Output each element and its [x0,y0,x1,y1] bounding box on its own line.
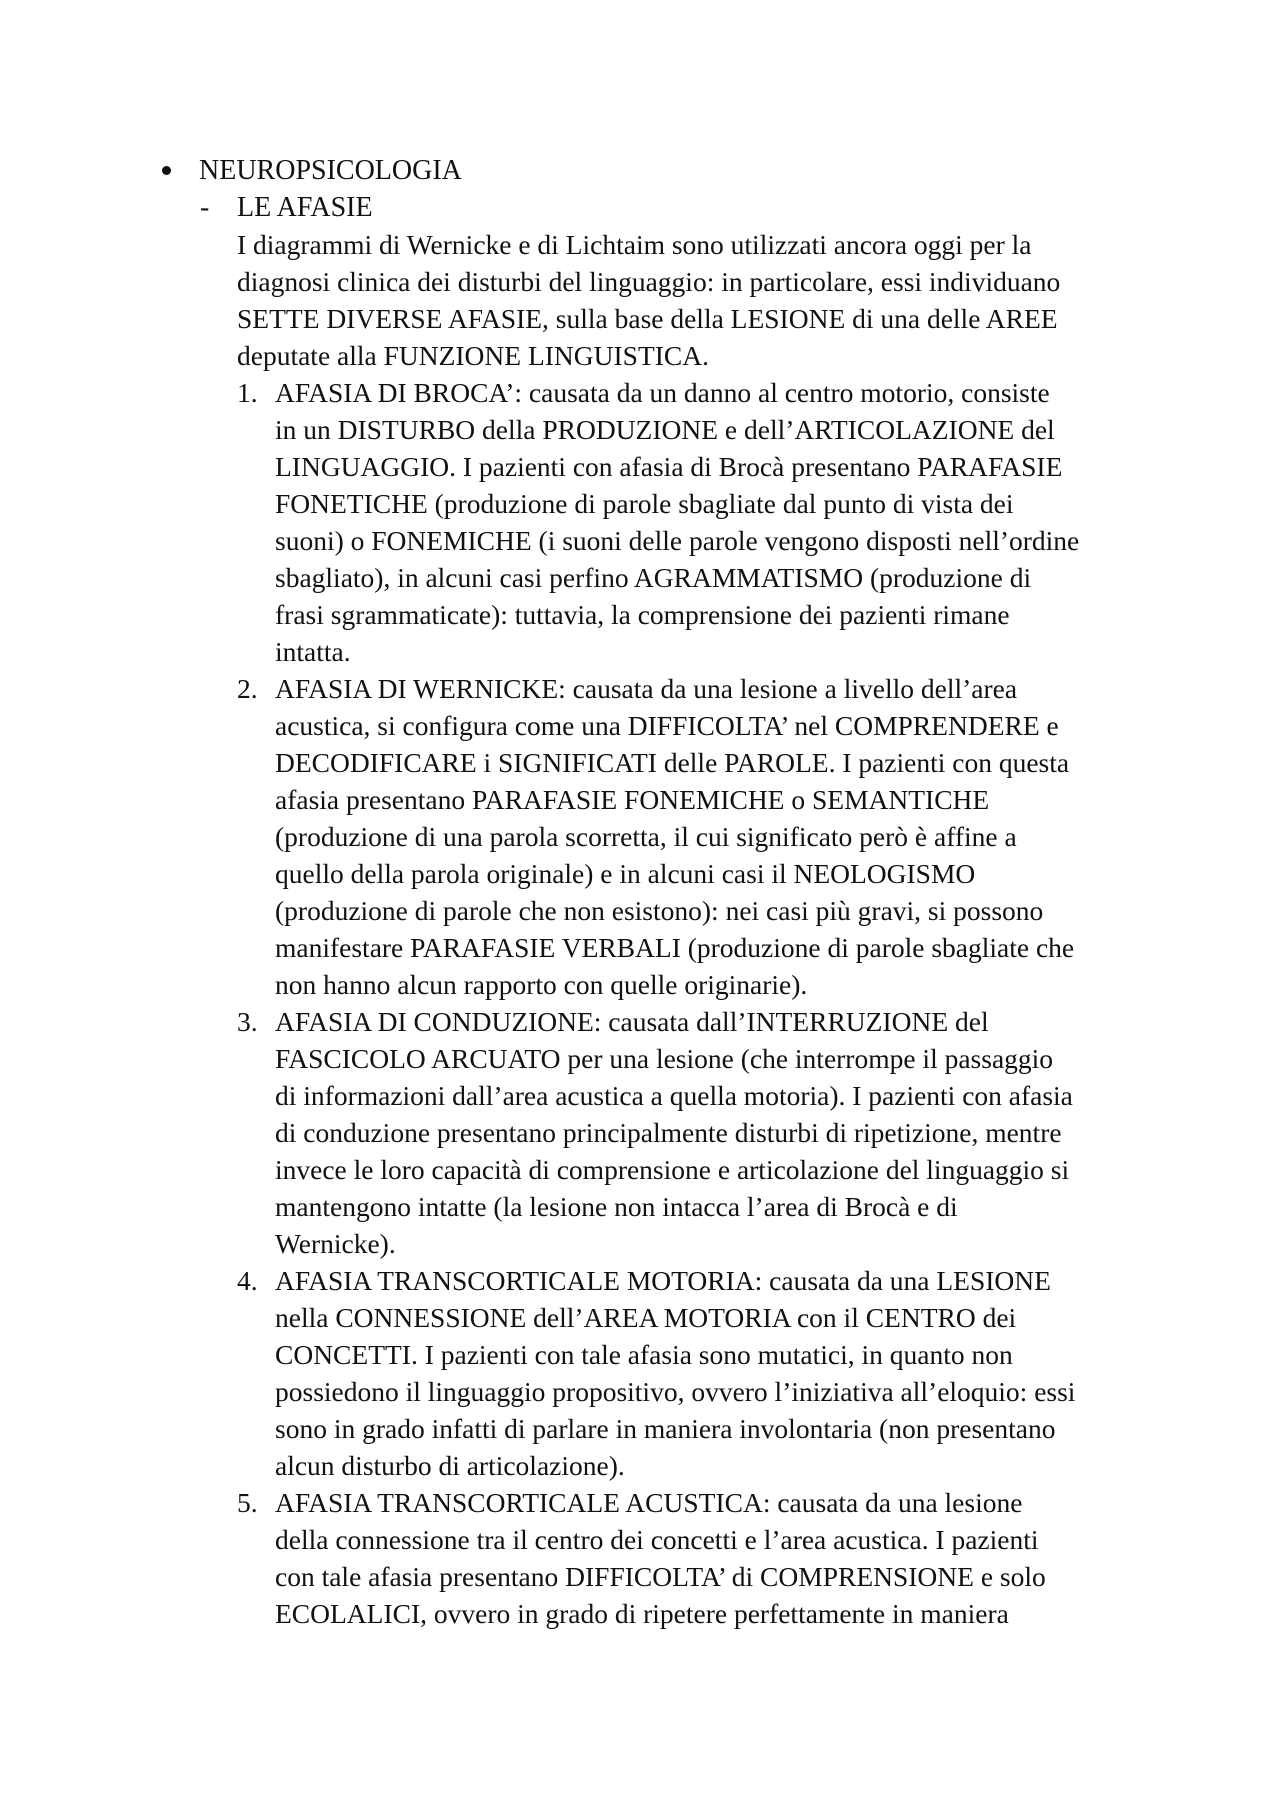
list-item-line: non hanno alcun rapporto con quelle originarie). [275,969,808,1000]
list-item-line: AFASIA TRANSCORTICALE ACUSTICA: causata da una lesione [275,1487,1023,1518]
section-subheading: LE AFASIE [237,192,373,223]
list-item-line: Wernicke). [275,1228,396,1259]
list-item-conduzione [237,1003,1187,1262]
list-item-wernicke [237,670,1187,1003]
list-item-line: frasi sgrammaticate): tuttavia, la comprensione dei pazienti rimane [275,599,1010,630]
list-item-line: AFASIA DI WERNICKE: causata da una lesione a livello dell’area [275,673,1018,704]
list-item-line: invece le loro capacità di comprensione e articolazione del linguaggio si [275,1154,1070,1185]
list-item-line: LINGUAGGIO. I pazienti con afasia di Brocà presentano PARAFASIE [275,451,1063,482]
intro-line: I diagrammi di Wernicke e di Lichtaim sono utilizzati ancora oggi per la [237,229,1032,260]
list-item-line: intatta. [275,636,351,667]
list-item-number: 1. [237,377,258,408]
list-item-line: quello della parola originale) e in alcuni casi il NEOLOGISMO [275,858,976,889]
section-heading: NEUROPSICOLOGIA [199,155,462,186]
list-item-transcorticale-motoria [237,1262,1187,1484]
list-item-line: FONETICHE (produzione di parole sbagliate dal punto di vista dei [275,488,1014,519]
list-item-line: AFASIA DI CONDUZIONE: causata dall’INTERRUZIONE del [275,1006,989,1037]
intro-line: deputate alla FUNZIONE LINGUISTICA. [237,340,709,371]
list-item-line: CONCETTI. I pazienti con tale afasia sono mutatici, in quanto non [275,1339,1013,1370]
list-item-line: manifestare PARAFASIE VERBALI (produzione di parole sbagliate che [275,932,1075,963]
list-item-line: mantengono intatte (la lesione non intacca l’area di Brocà e di [275,1191,958,1222]
list-item-line: AFASIA TRANSCORTICALE MOTORIA: causata da una LESIONE [275,1265,1051,1296]
list-item-line: possiedono il linguaggio propositivo, ovvero l’iniziativa all’eloquio: essi [275,1376,1076,1407]
list-item-line: di conduzione presentano principalmente disturbi di ripetizione, mentre [275,1117,1062,1148]
list-item-line: acustica, si configura come una DIFFICOLTA’ nel COMPRENDERE e [275,710,1059,741]
list-item-line: di informazioni dall’area acustica a quella motoria). I pazienti con afasia [275,1080,1073,1111]
list-item-line: sono in grado infatti di parlare in maniera involontaria (non presentano [275,1413,1056,1444]
list-item-broca [237,374,1187,670]
list-item-line: FASCICOLO ARCUATO per una lesione (che interrompe il passaggio [275,1043,1054,1074]
aphasia-list [237,374,1187,1632]
list-item-line: suoni) o FONEMICHE (i suoni delle parole vengono disposti nell’ordine [275,525,1080,556]
list-item-number: 5. [237,1487,258,1518]
list-item-line: alcun disturbo di articolazione). [275,1450,625,1481]
list-item-line: (produzione di parole che non esistono): nei casi più gravi, si possono [275,895,1044,926]
bullet-icon [162,166,171,175]
list-item-line: nella CONNESSIONE dell’AREA MOTORIA con il CENTRO dei [275,1302,1017,1333]
list-item-line: in un DISTURBO della PRODUZIONE e dell’ARTICOLAZIONE del [275,414,1055,445]
list-item-line: della connessione tra il centro dei concetti e l’area acustica. I pazienti [275,1524,1039,1555]
list-item-line: ECOLALICI, ovvero in grado di ripetere perfettamente in maniera [275,1598,1009,1629]
list-item-line: (produzione di una parola scorretta, il cui significato però è affine a [275,821,1017,852]
intro-paragraph [237,226,1162,374]
list-item-line: afasia presentano PARAFASIE FONEMICHE o SEMANTICHE [275,784,990,815]
intro-line: diagnosi clinica dei disturbi del linguaggio: in particolare, essi individuano [237,266,1061,297]
list-item-number: 3. [237,1006,258,1037]
list-item-line: con tale afasia presentano DIFFICOLTA’ di COMPRENSIONE e solo [275,1561,1046,1592]
intro-line: SETTE DIVERSE AFASIE, sulla base della LESIONE di una delle AREE [237,303,1058,334]
list-item-line: sbagliato), in alcuni casi perfino AGRAMMATISMO (produzione di [275,562,1032,593]
list-item-number: 2. [237,673,258,704]
list-item-line: AFASIA DI BROCA’: causata da un danno al centro motorio, consiste [275,377,1050,408]
list-item-number: 4. [237,1265,258,1296]
dash-icon: - [200,192,210,223]
list-item-line: DECODIFICARE i SIGNIFICATI delle PAROLE. I pazienti con questa [275,747,1070,778]
list-item-transcorticale-acustica [237,1484,1187,1632]
